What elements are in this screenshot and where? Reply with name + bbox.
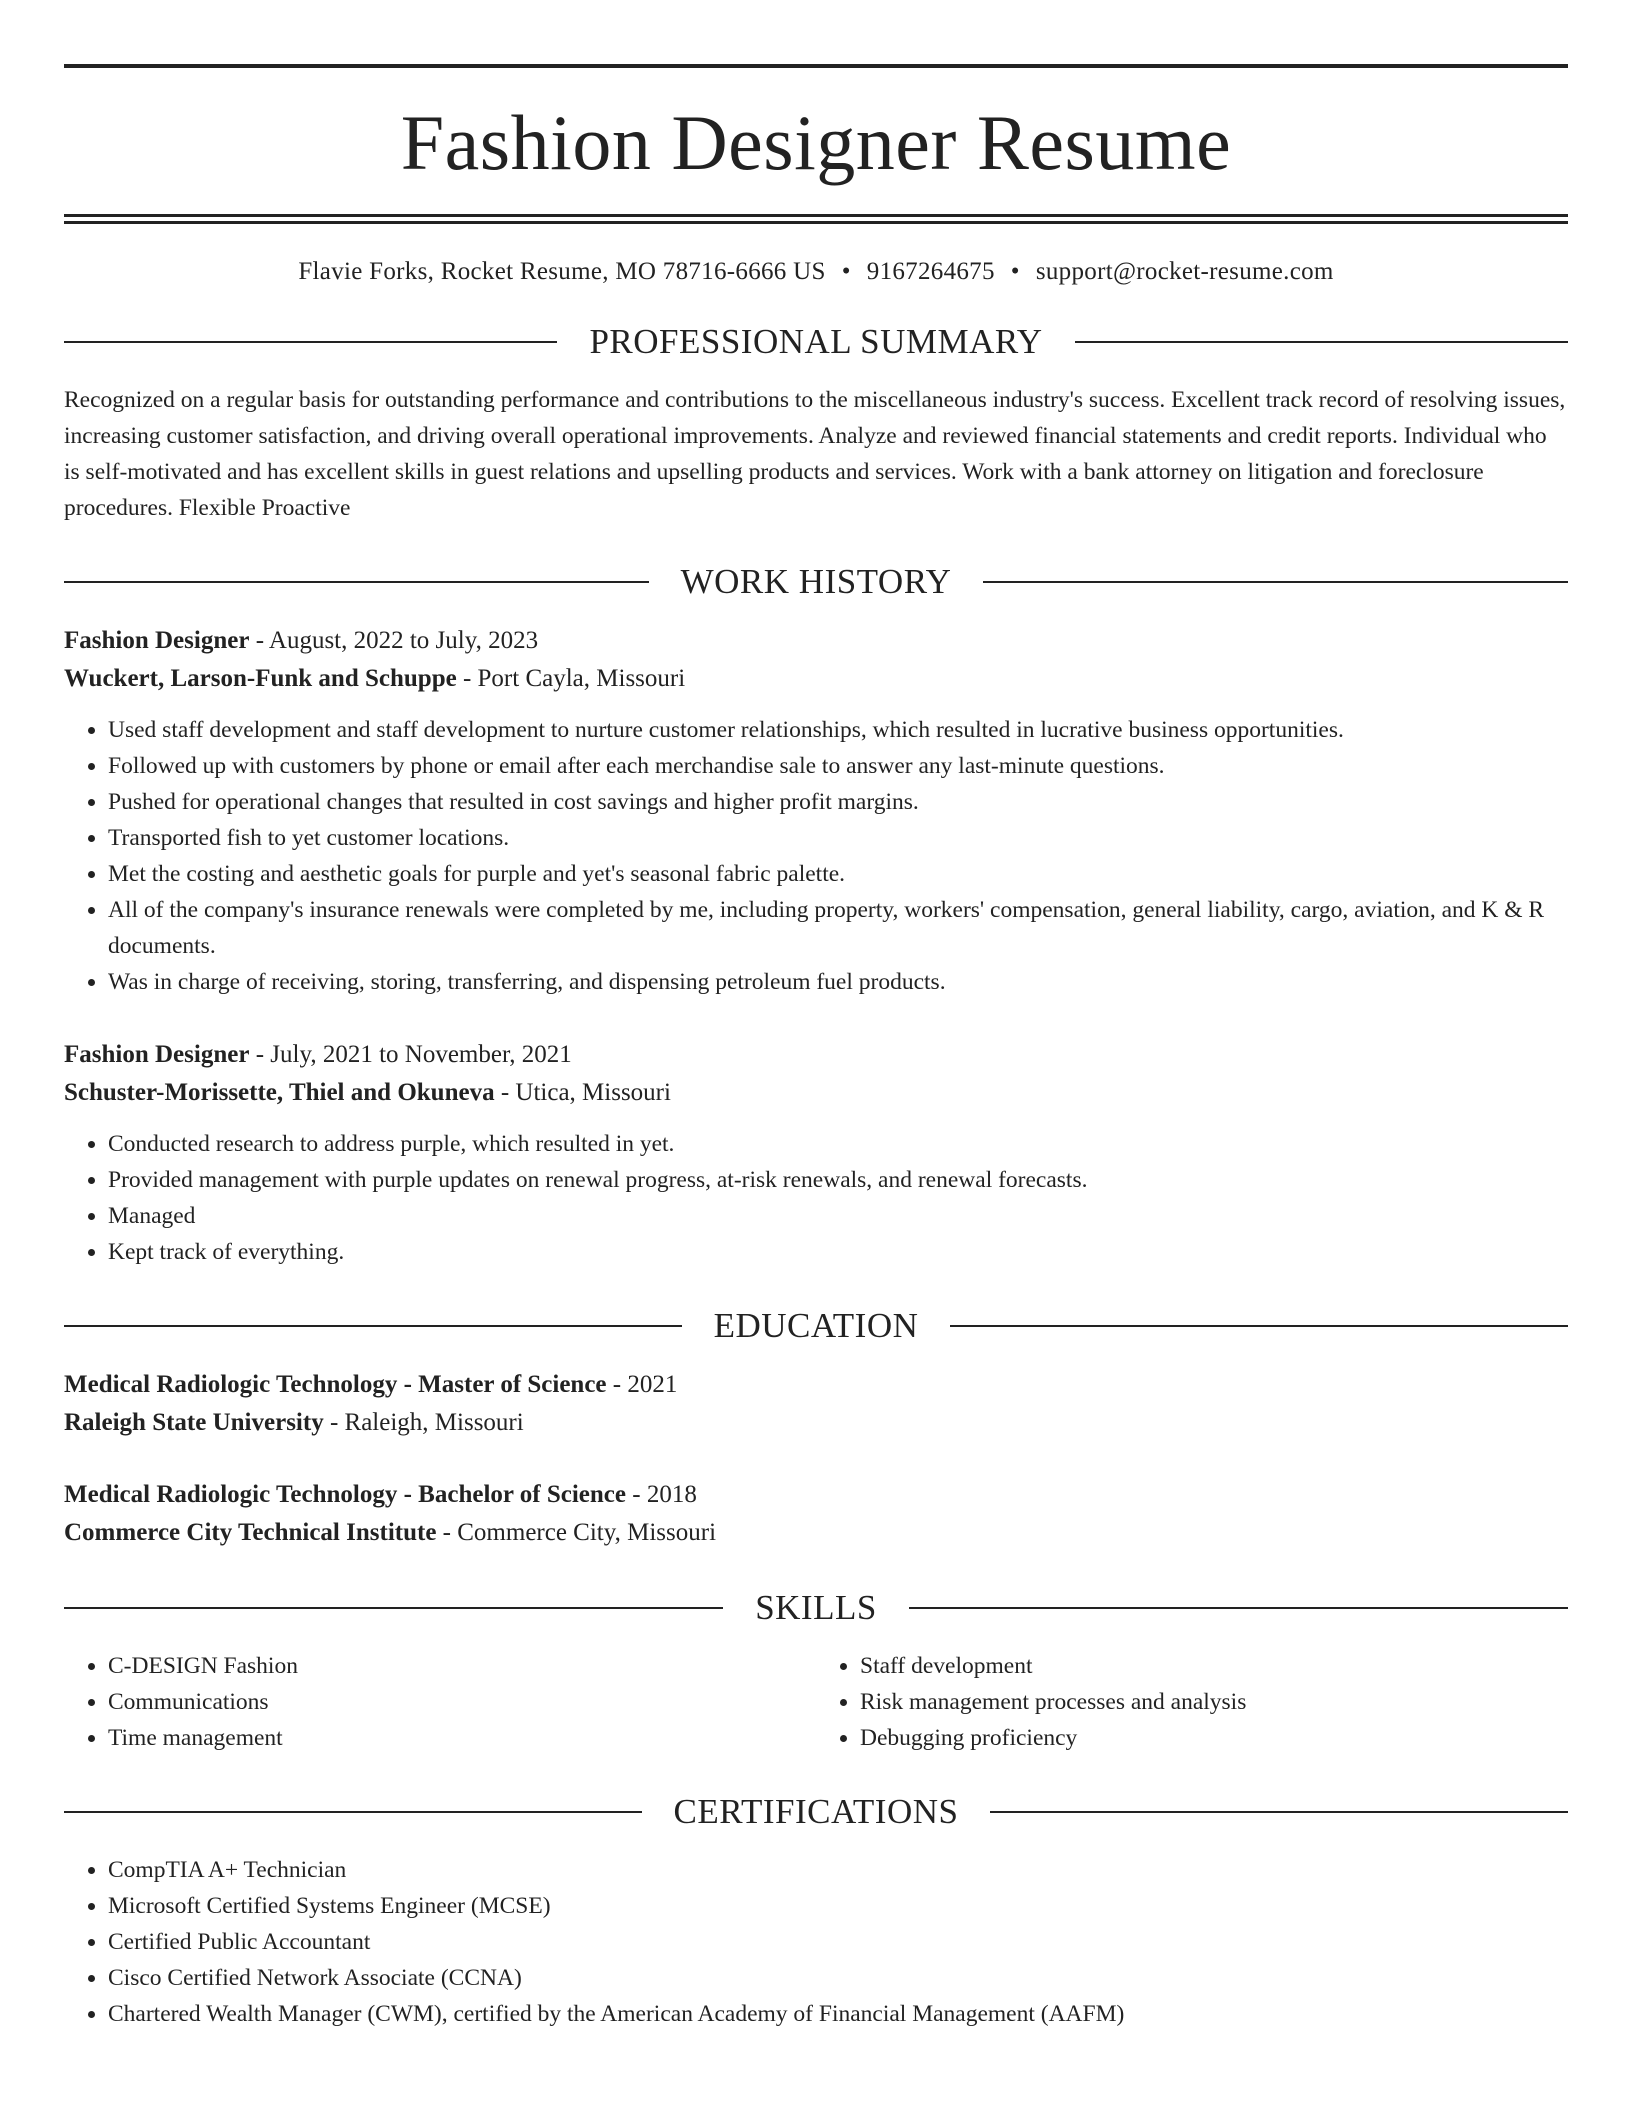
top-rule	[64, 64, 1568, 68]
job-bullets	[64, 1126, 1568, 1270]
job-bullet: • Pushed for operational changes that resulted in cost savings and higher profit margins.	[108, 784, 1568, 820]
job-bullet: • Followed up with customers by phone or email after each merchandise sale to answer any last-minute questions.	[108, 748, 1568, 784]
education-school: Commerce City Technical Institute	[64, 1519, 437, 1546]
divider-line	[64, 1325, 682, 1327]
skill-item: • Risk management processes and analysis	[860, 1684, 1568, 1720]
job-bullet: • Kept track of everything.	[108, 1234, 1568, 1270]
education-degree-line	[64, 1476, 1568, 1514]
skill-item: • C-DESIGN Fashion	[108, 1648, 816, 1684]
divider-line	[64, 1607, 723, 1609]
job-bullet: • Met the costing and aesthetic goals for purple and yet's seasonal fabric palette.	[108, 856, 1568, 892]
education-year: - 2018	[626, 1481, 697, 1508]
divider-line	[64, 1811, 642, 1813]
skills-right-list	[816, 1648, 1568, 1756]
education-year: - 2021	[606, 1371, 678, 1398]
contact-phone: 9167264675	[866, 258, 995, 285]
contact-separator: •	[841, 258, 851, 285]
skills-section-header	[64, 1588, 1568, 1628]
job-location: - Utica, Missouri	[494, 1079, 671, 1106]
job-title: Fashion Designer	[64, 1041, 250, 1068]
contact-separator: •	[1010, 258, 1020, 285]
education-location: - Raleigh, Missouri	[323, 1409, 524, 1436]
education-entry	[64, 1476, 1568, 1552]
skill-item: • Time management	[108, 1720, 816, 1756]
job-bullet: • Conducted research to address purple, which resulted in yet.	[108, 1126, 1568, 1162]
contact-address: Flavie Forks, Rocket Resume, MO 78716-6666 US	[298, 258, 826, 285]
education-heading: EDUCATION	[713, 1306, 919, 1345]
job-bullet: • All of the company's insurance renewals were completed by me, including property, workers' compensation, general liability, cargo, aviation, and K & R documents.	[108, 892, 1568, 964]
education-section-header	[64, 1306, 1568, 1346]
job-bullets	[64, 712, 1568, 1000]
summary-text: Recognized on a regular basis for outstanding performance and contributions to the miscellaneous industry's success. Excellent track record of resolving issues, increasing customer satisfaction, and driving overall operational improvements. Analyze and reviewed financial statements and credit reports. Individual who is self-motivated and has excellent skills in guest relations and upselling products and services. Work with a bank attorney on litigation and foreclosure procedures. Flexible Proactive	[64, 387, 1566, 521]
job-company: Schuster-Morissette, Thiel and Okuneva	[64, 1079, 495, 1106]
education-degree: Medical Radiologic Technology - Bachelor of Science	[64, 1481, 626, 1508]
job-title-line	[64, 622, 1568, 660]
job-bullet: • Used staff development and staff development to nurture customer relationships, which resulted in lucrative business opportunities.	[108, 712, 1568, 748]
job-company-line	[64, 660, 1568, 698]
certifications-list	[64, 1852, 1568, 2032]
education-school: Raleigh State University	[64, 1409, 324, 1436]
summary-heading: PROFESSIONAL SUMMARY	[589, 322, 1043, 361]
education-degree: Medical Radiologic Technology - Master of Science	[64, 1371, 607, 1398]
resume-title: Fashion Designer Resume	[400, 99, 1232, 186]
job-company-line	[64, 1074, 1568, 1112]
job-bullet: • Provided management with purple updates on renewal progress, at-risk renewals, and renewal forecasts.	[108, 1162, 1568, 1198]
job-bullet: • Transported fish to yet customer locations.	[108, 820, 1568, 856]
job-entry	[64, 622, 1568, 1000]
divider-line	[983, 581, 1568, 583]
contact-line	[64, 258, 1568, 286]
job-entry	[64, 1036, 1568, 1270]
divider-line	[64, 581, 649, 583]
job-dates: - July, 2021 to November, 2021	[249, 1041, 572, 1068]
job-bullet: • Managed	[108, 1198, 1568, 1234]
divider-line	[909, 1607, 1568, 1609]
certifications-heading: CERTIFICATIONS	[673, 1792, 959, 1831]
skill-item: • Communications	[108, 1684, 816, 1720]
work-history-list	[64, 622, 1568, 1270]
skills-left-list	[64, 1648, 816, 1756]
certification-item: • CompTIA A+ Technician	[108, 1852, 1568, 1888]
job-title: Fashion Designer	[64, 627, 250, 654]
education-school-line	[64, 1404, 1568, 1442]
education-degree-line	[64, 1366, 1568, 1404]
skill-item: • Staff development	[860, 1648, 1568, 1684]
resume-page	[64, 64, 1568, 2032]
title-double-rule	[64, 214, 1568, 224]
job-title-line	[64, 1036, 1568, 1074]
education-location: - Commerce City, Missouri	[436, 1519, 717, 1546]
work-section-header	[64, 562, 1568, 602]
divider-line	[950, 1325, 1568, 1327]
contact-email: support@rocket-resume.com	[1035, 258, 1334, 285]
job-dates: - August, 2022 to July, 2023	[249, 627, 539, 654]
summary-section-header	[64, 322, 1568, 362]
skills-heading: SKILLS	[755, 1588, 877, 1627]
job-company: Wuckert, Larson-Funk and Schuppe	[64, 665, 457, 692]
skill-item: • Debugging proficiency	[860, 1720, 1568, 1756]
job-location: - Port Cayla, Missouri	[456, 665, 686, 692]
certification-item: • Microsoft Certified Systems Engineer (MCSE)	[108, 1888, 1568, 1924]
divider-line	[990, 1811, 1568, 1813]
work-heading: WORK HISTORY	[680, 562, 952, 601]
education-entry	[64, 1366, 1568, 1442]
job-bullet: • Was in charge of receiving, storing, transferring, and dispensing petroleum fuel products.	[108, 964, 1568, 1000]
education-school-line	[64, 1514, 1568, 1552]
divider-line	[64, 341, 557, 343]
education-list	[64, 1366, 1568, 1552]
skills-grid	[64, 1648, 1568, 1756]
certifications-section-header	[64, 1792, 1568, 1832]
certification-item: • Cisco Certified Network Associate (CCNA)	[108, 1960, 1568, 1996]
divider-line	[1075, 341, 1568, 343]
certification-item: • Chartered Wealth Manager (CWM), certified by the American Academy of Financial Management (AAFM)	[108, 1996, 1568, 2032]
certification-item: • Certified Public Accountant	[108, 1924, 1568, 1960]
